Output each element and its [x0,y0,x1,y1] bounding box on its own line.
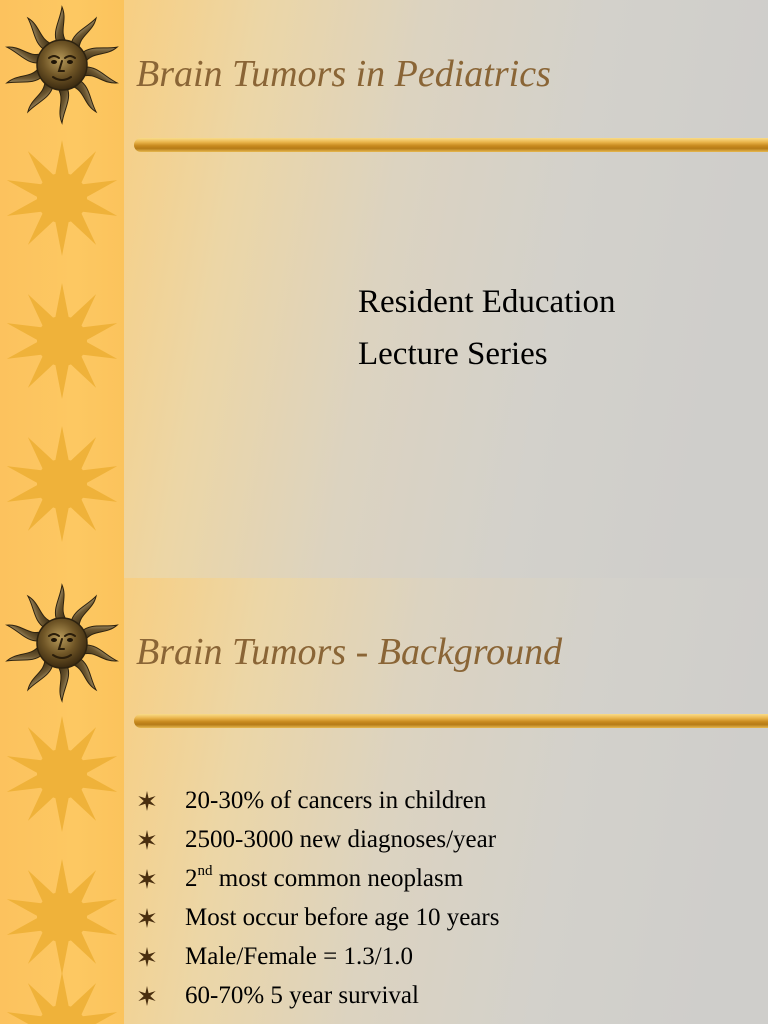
slide-title-text: Brain Tumors - Background [136,631,563,673]
bullet-item [134,820,499,859]
bullet-item [134,976,499,1015]
bullet-text: 20-30% of cancers in children [185,787,487,814]
bullet-text: Most occur before age 10 years [185,904,500,931]
bullet-item [134,781,499,820]
star-bullet-icon [136,829,158,851]
bullet-text: 2500-3000 new diagnoses/year [185,826,497,853]
sun-icon [2,281,122,401]
star-bullet-icon [136,946,158,968]
ordinal-suffix: nd [197,862,213,879]
sun-icon [2,970,122,1024]
sun-face-icon [2,583,122,703]
star-bullet-icon [136,868,158,890]
bullet-text: Male/Female = 1.3/1.0 [185,943,413,970]
sun-icon [2,857,122,977]
bullet-item [134,937,499,976]
title-rule [134,138,768,152]
sun-icon [2,424,122,544]
sun-face-icon [2,5,122,125]
slide-title-text: Brain Tumors in Pediatrics [136,53,551,95]
subtitle-line: Resident Education [358,284,616,320]
sun-icon [2,138,122,258]
star-bullet-icon [136,907,158,929]
slide-subtitle [358,276,616,380]
bullet-text-rest: most common neoplasm [212,865,464,892]
star-bullet-icon [136,790,158,812]
ordinal-number: 2 [185,865,198,892]
bullet-item [134,898,499,937]
bullet-text [185,859,463,898]
bullet-text: 60-70% 5 year survival [185,982,419,1009]
bullet-item [134,859,499,898]
title-rule [134,714,768,728]
subtitle-line: Lecture Series [358,336,548,372]
sun-icon [2,714,122,834]
slide-background [0,578,768,1024]
star-bullet-icon [136,985,158,1007]
bullet-list [134,781,499,1015]
